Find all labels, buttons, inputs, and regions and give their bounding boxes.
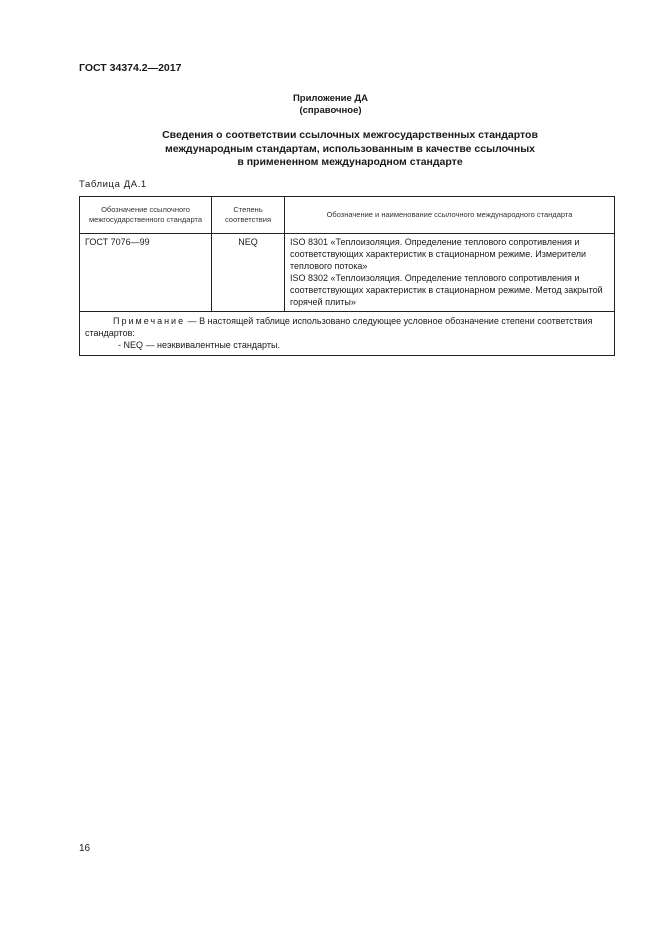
section-title-line: международным стандартам, использованным в качестве ссылочных [164,142,535,155]
header-international: Обозначение и наименование ссылочного международного стандарта [285,197,615,234]
table-row [80,234,615,312]
section-title [100,129,600,170]
appendix-title: Приложение ДА [292,93,369,104]
header-degree: Степень соответствия [212,197,285,234]
cell-degree: NEQ [212,234,285,312]
document-code: ГОСТ 34374.2—2017 [79,62,182,74]
header-designation: Обозначение ссылочного межгосударственного стандарта [80,197,212,234]
note-text: — В настоящей таблице использовано следующее условное обозначение степени соответствия стандартов: [85,316,593,338]
cell-international [285,234,615,312]
appendix-heading [0,93,661,117]
table-header-row [80,197,615,234]
section-title-line: в примененном международном стандарте [237,156,463,168]
section-title-line: Сведения о соответствии ссылочных межгосударственных стандартов [162,129,538,141]
standards-table [79,196,615,356]
intl-standard-1: ISO 8301 «Теплоизоляция. Определение теплового сопротивления и соответствующих характеристик в стационарном режиме. Измерители теплового потока» [290,237,587,271]
page-number: 16 [79,843,91,854]
note-label: Примечание [113,316,186,326]
appendix-subtitle: (справочное) [299,105,362,116]
table-note [80,312,615,356]
note-item: - NEQ — неэквивалентные стандарты. [118,340,280,350]
table-caption: Таблица ДА.1 [79,179,147,190]
intl-standard-2: ISO 8302 «Теплоизоляция. Определение теплового сопротивления и соответствующих характеристик в стационарном режиме. Метод закрытой горячей плиты» [290,273,603,307]
table-note-row [80,312,615,356]
cell-designation: ГОСТ 7076—99 [80,234,212,312]
